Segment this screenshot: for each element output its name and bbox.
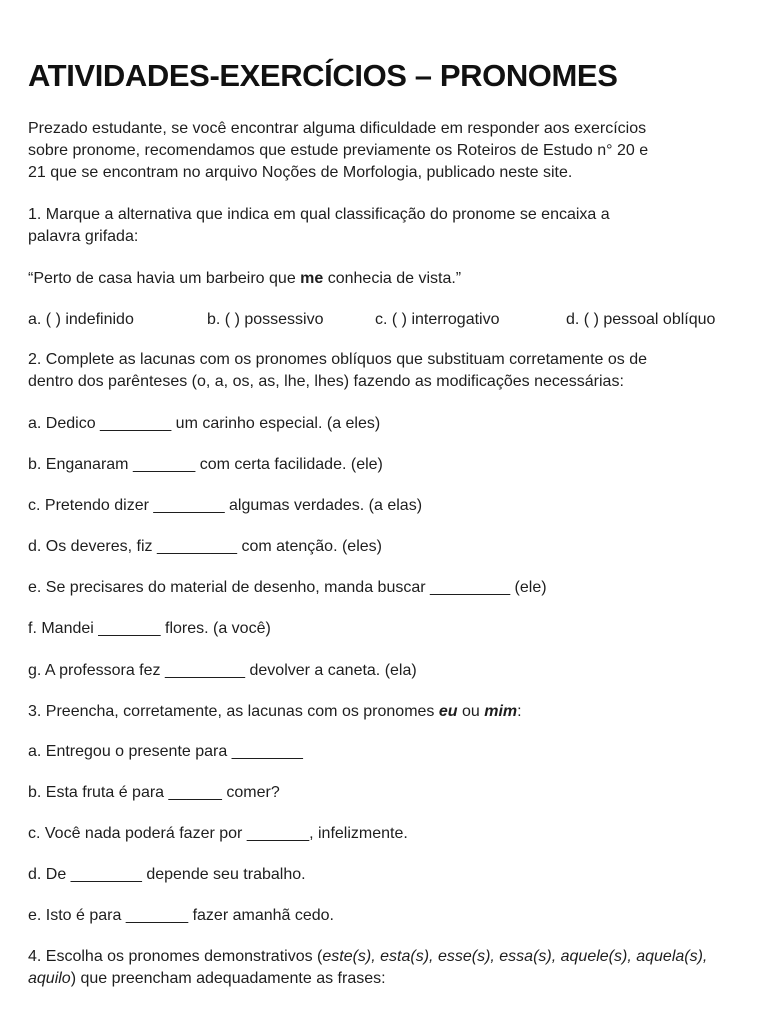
question-3-prompt xyxy=(28,701,750,723)
option-c[interactable]: c. ( ) interrogativo xyxy=(375,311,500,328)
quote-text-before: “Perto de casa havia um barbeiro que xyxy=(28,270,301,287)
option-b[interactable]: b. ( ) possessivo xyxy=(207,311,324,328)
question-3-item: c. Você nada poderá fazer por _______, infelizmente. xyxy=(28,825,408,842)
question-2-item: b. Enganaram _______ com certa facilidade. (ele) xyxy=(28,456,383,473)
question-1-quote xyxy=(28,268,750,290)
question-2-item: f. Mandei _______ flores. (a você) xyxy=(28,620,271,637)
option-d[interactable]: d. ( ) pessoal oblíquo xyxy=(566,311,716,328)
question-3-text: 3. Preencha, corretamente, as lacunas com os pronomes xyxy=(28,703,439,720)
underlined-word: me xyxy=(300,270,324,287)
question-2-prompt xyxy=(28,349,750,393)
question-3-item: e. Isto é para _______ fazer amanhã cedo. xyxy=(28,907,334,924)
question-1-line: 1. Marque a alternativa que indica em qual classificação do pronome se encaixa a xyxy=(28,206,610,223)
demonstrative-list: este(s), esta(s), esse(s), essa(s), aquele(s), aquela(s), xyxy=(322,948,708,965)
page-title: ATIVIDADES-EXERCÍCIOS – PRONOMES xyxy=(28,58,618,93)
question-1-prompt xyxy=(28,204,750,248)
pronoun-mim: mim xyxy=(484,703,518,720)
demonstrative-aquilo: aquilo xyxy=(28,970,71,987)
question-3-item: a. Entregou o presente para ________ xyxy=(28,743,303,760)
intro-paragraph xyxy=(28,118,750,184)
question-2-item: a. Dedico ________ um carinho especial. (a eles) xyxy=(28,415,381,432)
intro-line: Prezado estudante, se você encontrar alguma dificuldade em responder aos exercícios xyxy=(28,120,647,137)
option-a[interactable]: a. ( ) indefinido xyxy=(28,311,134,328)
question-2-line: dentro dos parênteses (o, a, os, as, lhe, lhes) fazendo as modificações necessárias: xyxy=(28,373,624,390)
question-2-line: 2. Complete as lacunas com os pronomes oblíquos que substituam corretamente os de xyxy=(28,351,647,368)
question-4-prompt xyxy=(28,946,750,990)
quote-text-after: conhecia de vista.” xyxy=(323,270,462,287)
intro-line: sobre pronome, recomendamos que estude previamente os Roteiros de Estudo n° 20 e xyxy=(28,142,649,159)
pronoun-eu: eu xyxy=(438,703,458,720)
question-4-text-after: ) que preencham adequadamente as frases: xyxy=(70,970,386,987)
question-1-line: palavra grifada: xyxy=(28,228,139,245)
question-3-item: d. De ________ depende seu trabalho. xyxy=(28,866,306,883)
question-3-colon: : xyxy=(517,703,522,720)
question-2-item: c. Pretendo dizer ________ algumas verdades. (a elas) xyxy=(28,497,423,514)
question-4-line xyxy=(28,946,750,968)
question-2-item: e. Se precisares do material de desenho, manda buscar _________ (ele) xyxy=(28,579,547,596)
question-4-text: 4. Escolha os pronomes demonstrativos ( xyxy=(28,948,323,965)
intro-line: 21 que se encontram no arquivo Noções de Morfologia, publicado neste site. xyxy=(28,164,573,181)
question-3-connector: ou xyxy=(457,703,485,720)
question-2-item: d. Os deveres, fiz _________ com atenção. (eles) xyxy=(28,538,382,555)
question-3-item: b. Esta fruta é para ______ comer? xyxy=(28,784,280,801)
question-4-line xyxy=(28,968,750,990)
question-2-item: g. A professora fez _________ devolver a caneta. (ela) xyxy=(28,662,417,679)
